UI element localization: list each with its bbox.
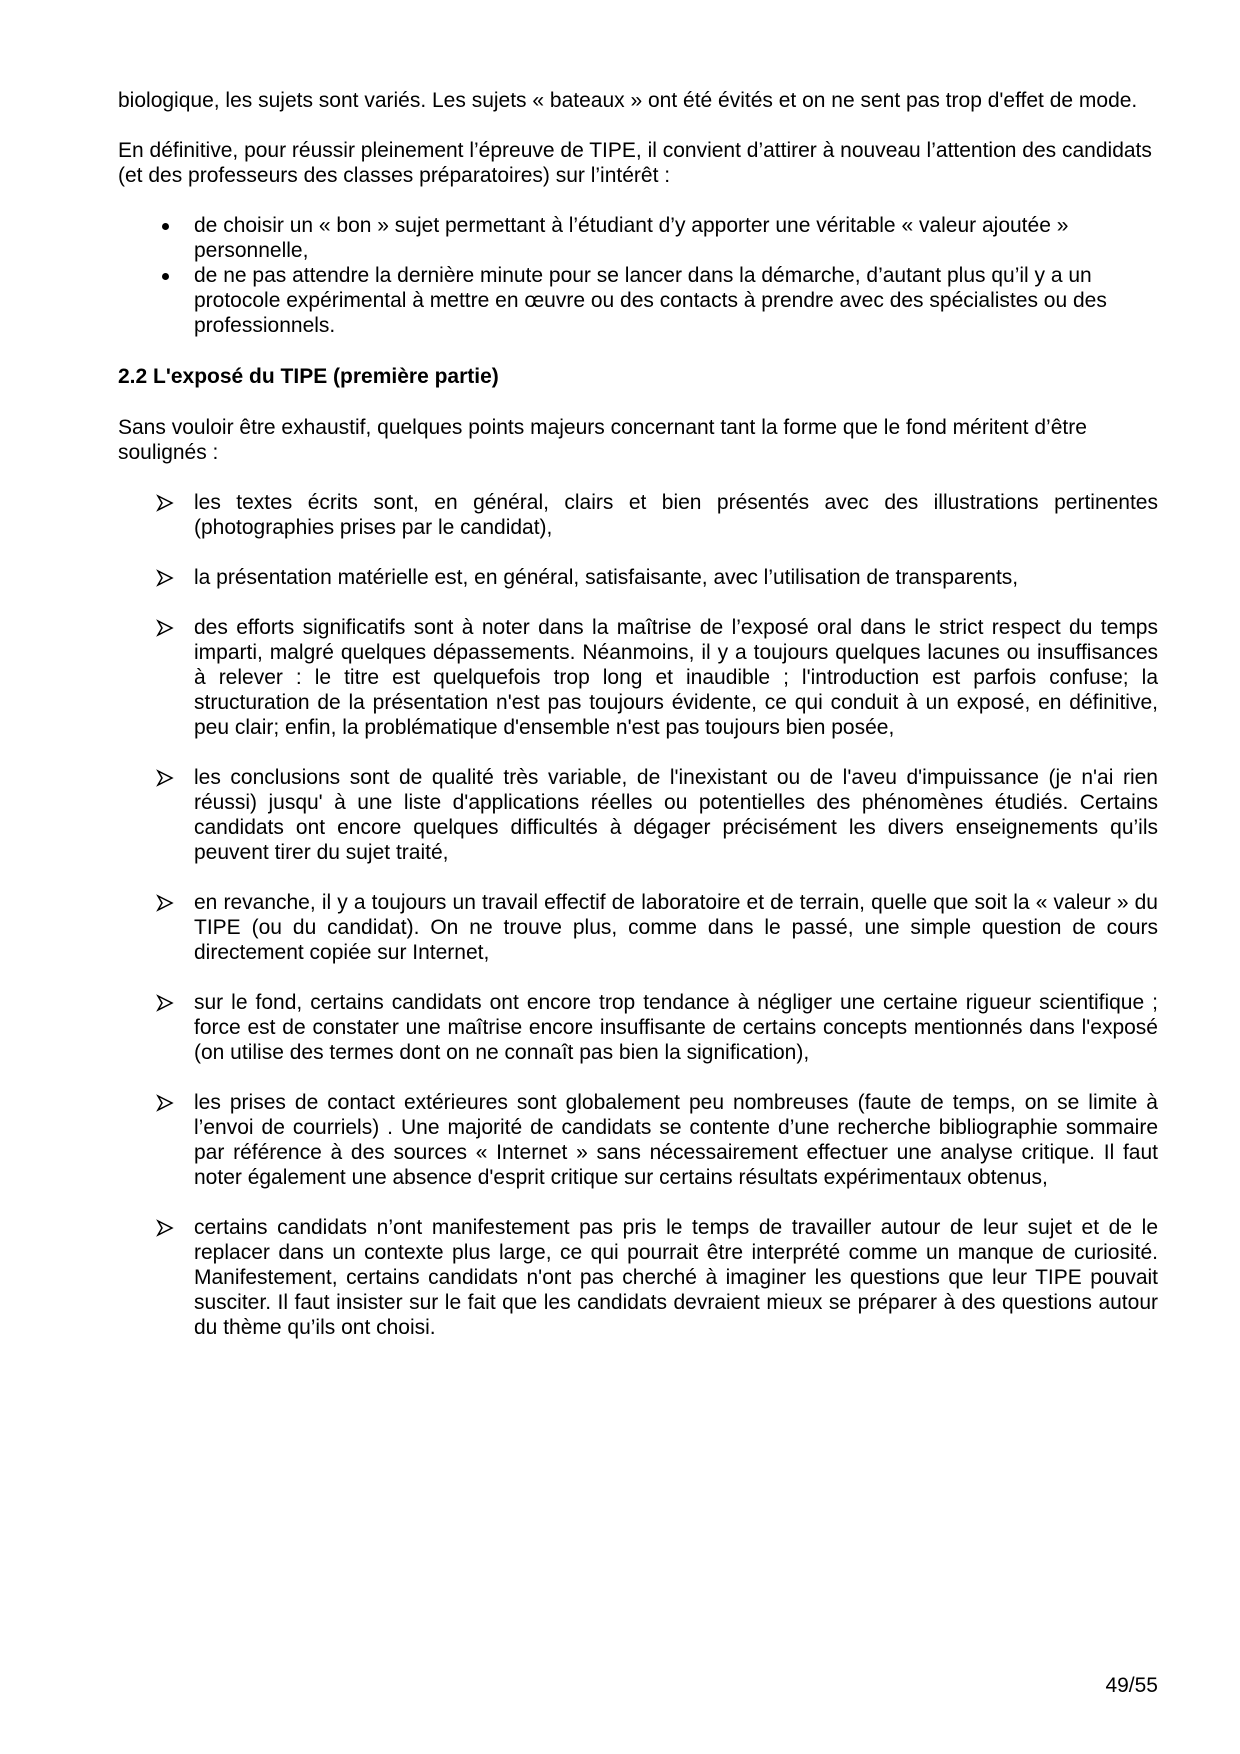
list-item-text: des efforts significatifs sont à noter dans la maîtrise de l’exposé oral dans le strict respect du temps imparti, malgré quelques dépassements. Néanmoins, il y a toujours quelques lacunes ou insuffisances à relever : le titre est quelquefois trop long et inaudible ; l'introduction est parfois confuse; la structuration de la présentation n'est pas toujours évidente, ce qui conduit à un exposé, en définitive, peu clair; enfin, la problématique d'ensemble n'est pas toujours bien posée, bbox=[194, 616, 1158, 739]
list-item bbox=[118, 1090, 1158, 1190]
document-page bbox=[118, 88, 1158, 1365]
arrowhead-bullet-icon bbox=[156, 769, 174, 787]
list-item bbox=[118, 615, 1158, 740]
list-item-text: de ne pas attendre la dernière minute pour se lancer dans la démarche, d’autant plus qu’il y a un protocole expérimental à mettre en œuvre ou des contacts à prendre avec des spécialistes ou des professionnels. bbox=[194, 264, 1107, 337]
intro-paragraph: biologique, les sujets sont variés. Les sujets « bateaux » ont été évités et on ne sent pas trop d'effet de mode. bbox=[118, 89, 1138, 112]
arrow-bullet-list bbox=[118, 490, 1158, 1340]
arrowhead-bullet-icon bbox=[156, 569, 174, 587]
list-item-text: certains candidats n’ont manifestement pas pris le temps de travailler autour de leur sujet et de le replacer dans un contexte plus large, ce qui pourrait être interprété comme un manque de curiosité. Manifestement, certains candidats n'ont pas cherché à imaginer les questions que leur TIPE pouvait susciter. Il faut insister sur le fait que les candidats devraient mieux se préparer à des questions autour du thème qu’ils ont choisi. bbox=[194, 1216, 1158, 1339]
list-item-text: les conclusions sont de qualité très variable, de l'inexistant ou de l'aveu d'impuissance (je n'ai rien réussi) jusqu' à une liste d'applications réelles ou potentielles des phénomènes étudiés. Certains candidats ont encore quelques difficultés à dégager précisément les divers enseignements qu’ils peuvent tirer du sujet traité, bbox=[194, 766, 1158, 864]
list-item bbox=[118, 765, 1158, 865]
section-title: 2.2 L'exposé du TIPE (première partie) bbox=[118, 365, 499, 388]
page-number: 49/55 bbox=[1105, 1674, 1158, 1697]
arrowhead-bullet-icon bbox=[156, 1219, 174, 1237]
list-item-text: les textes écrits sont, en général, clairs et bien présentés avec des illustrations pertinentes (photographies prises par le candidat), bbox=[194, 491, 1158, 539]
list-item-text: la présentation matérielle est, en général, satisfaisante, avec l’utilisation de transparents, bbox=[194, 566, 1019, 589]
bullet-list bbox=[118, 213, 1158, 338]
section-intro-paragraph: Sans vouloir être exhaustif, quelques points majeurs concernant tant la forme que le fond méritent d’être soulignés : bbox=[118, 416, 1087, 464]
list-item bbox=[118, 263, 1158, 338]
list-item-text: de choisir un « bon » sujet permettant à l’étudiant d’y apporter une véritable « valeur ajoutée » personnelle, bbox=[194, 214, 1069, 262]
arrowhead-bullet-icon bbox=[156, 1094, 174, 1112]
list-item bbox=[118, 565, 1158, 590]
list-item bbox=[118, 890, 1158, 965]
arrowhead-bullet-icon bbox=[156, 494, 174, 512]
arrowhead-bullet-icon bbox=[156, 894, 174, 912]
list-item bbox=[118, 213, 1158, 263]
list-item bbox=[118, 490, 1158, 540]
list-item-text: sur le fond, certains candidats ont encore trop tendance à négliger une certaine rigueur scientifique ; force est de constater une maîtrise encore insuffisante de certains concepts mentionnés dans l'exposé (on utilise des termes dont on ne connaît pas bien la signification), bbox=[194, 991, 1158, 1064]
list-item bbox=[118, 990, 1158, 1065]
list-item bbox=[118, 1215, 1158, 1340]
list-item-text: les prises de contact extérieures sont globalement peu nombreuses (faute de temps, on se limite à l’envoi de courriels) . Une majorité de candidats se contente d’une recherche bibliographie sommaire par référence à des sources « Internet » sans nécessairement effectuer une analyse critique. Il faut noter également une absence d'esprit critique sur certains résultats expérimentaux obtenus, bbox=[194, 1091, 1158, 1189]
arrowhead-bullet-icon bbox=[156, 994, 174, 1012]
arrowhead-bullet-icon bbox=[156, 619, 174, 637]
conclusion-paragraph: En définitive, pour réussir pleinement l’épreuve de TIPE, il convient d’attirer à nouveau l’attention des candidats (et des professeurs des classes préparatoires) sur l’intérêt : bbox=[118, 139, 1152, 187]
list-item-text: en revanche, il y a toujours un travail effectif de laboratoire et de terrain, quelle que soit la « valeur » du TIPE (ou du candidat). On ne trouve plus, comme dans le passé, une simple question de cours directement copiée sur Internet, bbox=[194, 891, 1158, 964]
